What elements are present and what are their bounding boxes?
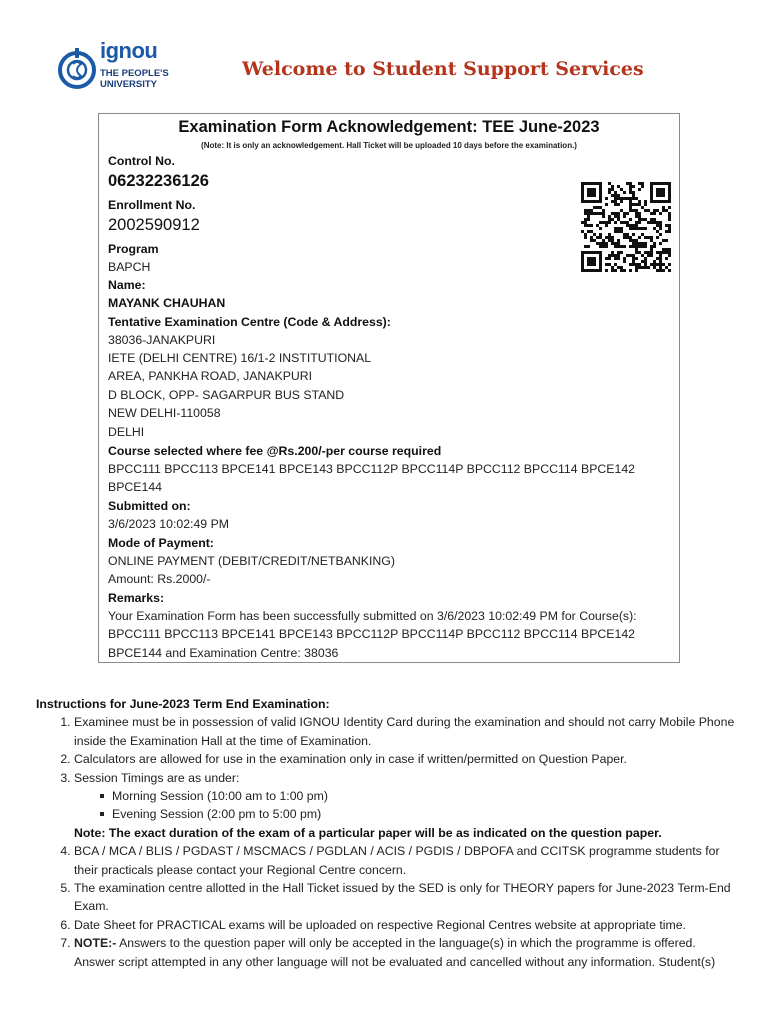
- centre-line: 38036-JANAKPURI: [108, 333, 216, 347]
- qr-code-icon: [581, 164, 671, 290]
- card-title: Examination Form Acknowledgement: TEE June-2023: [178, 118, 600, 136]
- amount-value: Amount: Rs.2000/-: [108, 572, 211, 586]
- welcome-banner: Welcome to Student Support Services: [242, 58, 644, 80]
- program-label: Program: [108, 242, 159, 256]
- name-value: MAYANK CHAUHAN: [108, 296, 226, 310]
- logo-tagline-line2: UNIVERSITY: [100, 79, 158, 90]
- course-line: BPCE144: [108, 480, 163, 494]
- centre-line: D BLOCK, OPP- SAGARPUR BUS STAND: [108, 388, 345, 402]
- instruction-item-text: Session Timings are as under:: [74, 770, 240, 785]
- payment-value: ONLINE PAYMENT (DEBIT/CREDIT/NETBANKING): [108, 554, 395, 568]
- instructions-title: Instructions for June-2023 Term End Examination:: [36, 697, 330, 711]
- centre-line: DELHI: [108, 425, 145, 439]
- remarks-line: BPCE144 and Examination Centre: 38036: [108, 646, 339, 660]
- ignou-emblem-icon: [56, 46, 98, 90]
- submitted-value: 3/6/2023 10:02:49 PM: [108, 517, 230, 531]
- note-prefix: NOTE:-: [74, 936, 117, 951]
- acknowledgement-card: [98, 113, 680, 663]
- course-line: BPCC111 BPCC113 BPCE141 BPCE143 BPCC112P BPCC114P BPCC112 BPCC114 BPCE142: [108, 462, 635, 476]
- logo-wordmark: ignou: [100, 38, 158, 63]
- control-no-value: 06232236126: [108, 172, 209, 190]
- course-label: Course selected where fee @Rs.200/-per course required: [108, 444, 442, 458]
- centre-line: NEW DELHI-110058: [108, 406, 221, 420]
- centre-line: AREA, PANKHA ROAD, JANAKPURI: [108, 369, 313, 383]
- centre-line: IETE (DELHI CENTRE) 16/1-2 INSTITUTIONAL: [108, 351, 372, 365]
- instruction-item: 1. Examinee must be in possession of valid IGNOU Identity Card during the examination and should not carry Mobile Phone inside the Examination Hall at the time of Examination.: [74, 713, 736, 750]
- instruction-item: 2. Calculators are allowed for use in the examination only in case if written/permitted on Question Paper.: [74, 750, 736, 768]
- remarks-line: Your Examination Form has been successfully submitted on 3/6/2023 10:02:49 PM for Course(s):: [108, 609, 637, 623]
- instruction-item: [74, 769, 736, 824]
- enrollment-label: Enrollment No.: [108, 198, 196, 212]
- session-list: [74, 787, 736, 824]
- logo-tagline-line1: THE PEOPLE'S: [100, 68, 169, 79]
- instruction-item: [74, 934, 736, 971]
- name-label: Name:: [108, 278, 146, 292]
- remarks-line: BPCC111 BPCC113 BPCE141 BPCE143 BPCC112P BPCC114P BPCC112 BPCC114 BPCE142: [108, 627, 635, 641]
- session-item: Evening Session (2:00 pm to 5:00 pm): [112, 805, 736, 823]
- control-no-label: Control No.: [108, 154, 175, 168]
- instruction-item: 5. The examination centre allotted in the Hall Ticket issued by the SED is only for THEORY papers for June-2023 Term-End Exam.: [74, 879, 736, 916]
- duration-note: Note: The exact duration of the exam of a particular paper will be as indicated on the question paper.: [74, 825, 662, 840]
- instructions-list-continued: [36, 842, 736, 971]
- submitted-label: Submitted on:: [108, 499, 191, 513]
- instructions-section: [36, 695, 736, 971]
- program-value: BAPCH: [108, 260, 151, 274]
- enrollment-value: 2002590912: [108, 216, 200, 234]
- centre-label: Tentative Examination Centre (Code & Address):: [108, 315, 391, 329]
- instruction-item-text: Answers to the question paper will only be accepted in the language(s) in which the programme is offered. Answer script attempted in any other language will not be evaluated and cancelled without any information. Student(s): [74, 936, 716, 969]
- payment-label: Mode of Payment:: [108, 536, 214, 550]
- instructions-list: [36, 713, 736, 823]
- card-note: (Note: It is only an acknowledgement. Hall Ticket will be uploaded 10 days before the examination.): [201, 141, 577, 150]
- remarks-label: Remarks:: [108, 591, 165, 605]
- instruction-item: 4. BCA / MCA / BLIS / PGDAST / MSCMACS / PGDLAN / ACIS / PGDIS / DBPOFA and CCITSK programme students for their practicals please contact your Regional Centre concern.: [74, 842, 736, 879]
- instruction-item: 6. Date Sheet for PRACTICAL exams will be uploaded on respective Regional Centres website at appropriate time.: [74, 916, 736, 934]
- session-item: Morning Session (10:00 am to 1:00 pm): [112, 787, 736, 805]
- ignou-logo: [56, 38, 176, 98]
